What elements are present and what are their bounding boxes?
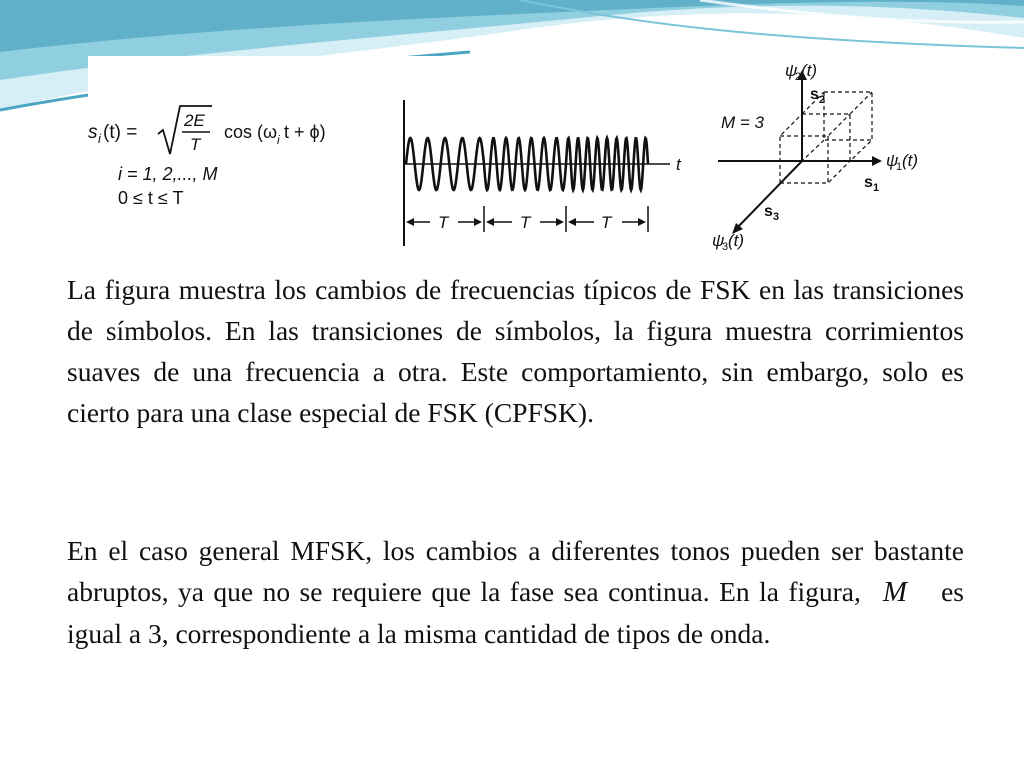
period-marker-1 — [406, 213, 482, 232]
s1-sub: 1 — [873, 182, 880, 194]
psi1-label: ψ — [886, 151, 899, 170]
m-equals-label: M = 3 — [721, 113, 764, 132]
waveform-t-label: t — [676, 155, 681, 174]
psi3-sub: 3 — [722, 241, 729, 253]
formula-sqrt-num: 2E — [184, 111, 205, 130]
fsk-figure — [88, 56, 936, 254]
s2-sub: 2 — [819, 94, 826, 106]
psi3-arg: (t) — [728, 231, 745, 250]
formula-sqrt-den: T — [190, 135, 201, 154]
paragraph-mfsk-text-before: En el caso general MFSK, los cambios a diferentes tonos pueden ser bastante abruptos, ya que no se requiere que la fase sea continua. En la figura, — [67, 535, 964, 607]
paragraph-mfsk-text-after: es igual a 3, correspondiente a la misma cantidad de tipos de onda. — [67, 576, 964, 649]
formula-lhs-sub: i — [98, 131, 101, 146]
period-label-2: T — [520, 213, 531, 232]
s2-label: s — [810, 86, 819, 103]
s1-label: s — [864, 174, 873, 191]
paragraph-fsk-transitions: La figura muestra los cambios de frecuencias típicos de FSK en las transiciones de símbolos. En las transiciones de símbolos, la figura muestra corrimientos suaves de una frecuencia a otra. Este comportamiento, sin embargo, solo es cierto para una clase especial de FSK (CPFSK). — [67, 274, 964, 428]
psi1-arg: (t) — [902, 151, 919, 170]
period-marker-2 — [486, 213, 564, 232]
formula-lhs: s — [88, 122, 98, 143]
period-label-1: T — [438, 213, 449, 232]
variable-m: M — [882, 576, 908, 608]
psi2-label: ψ — [785, 61, 798, 80]
s3-sub: 3 — [773, 211, 780, 223]
paragraph-mfsk-general — [67, 530, 964, 654]
s3-label: s — [764, 203, 773, 220]
period-marker-3 — [568, 213, 646, 232]
psi3-label: ψ — [712, 231, 725, 250]
formula-cos: cos (ω — [224, 122, 278, 142]
formula-index-line: i = 1, 2,..., M — [118, 164, 218, 184]
formula-cos-sub: i — [277, 133, 280, 147]
psi2-arg: (t) — [801, 61, 818, 80]
period-label-3: T — [601, 213, 612, 232]
signal-formula — [88, 106, 326, 208]
signal-space-diagram — [712, 61, 918, 253]
formula-cos-tail: t + ϕ) — [284, 122, 326, 142]
psi2-sub: 2 — [795, 71, 802, 83]
psi1-sub: 1 — [896, 161, 903, 173]
fsk-waveform — [404, 100, 682, 246]
formula-range-line: 0 ≤ t ≤ T — [118, 188, 184, 208]
formula-lhs-arg: (t) = — [103, 122, 138, 143]
